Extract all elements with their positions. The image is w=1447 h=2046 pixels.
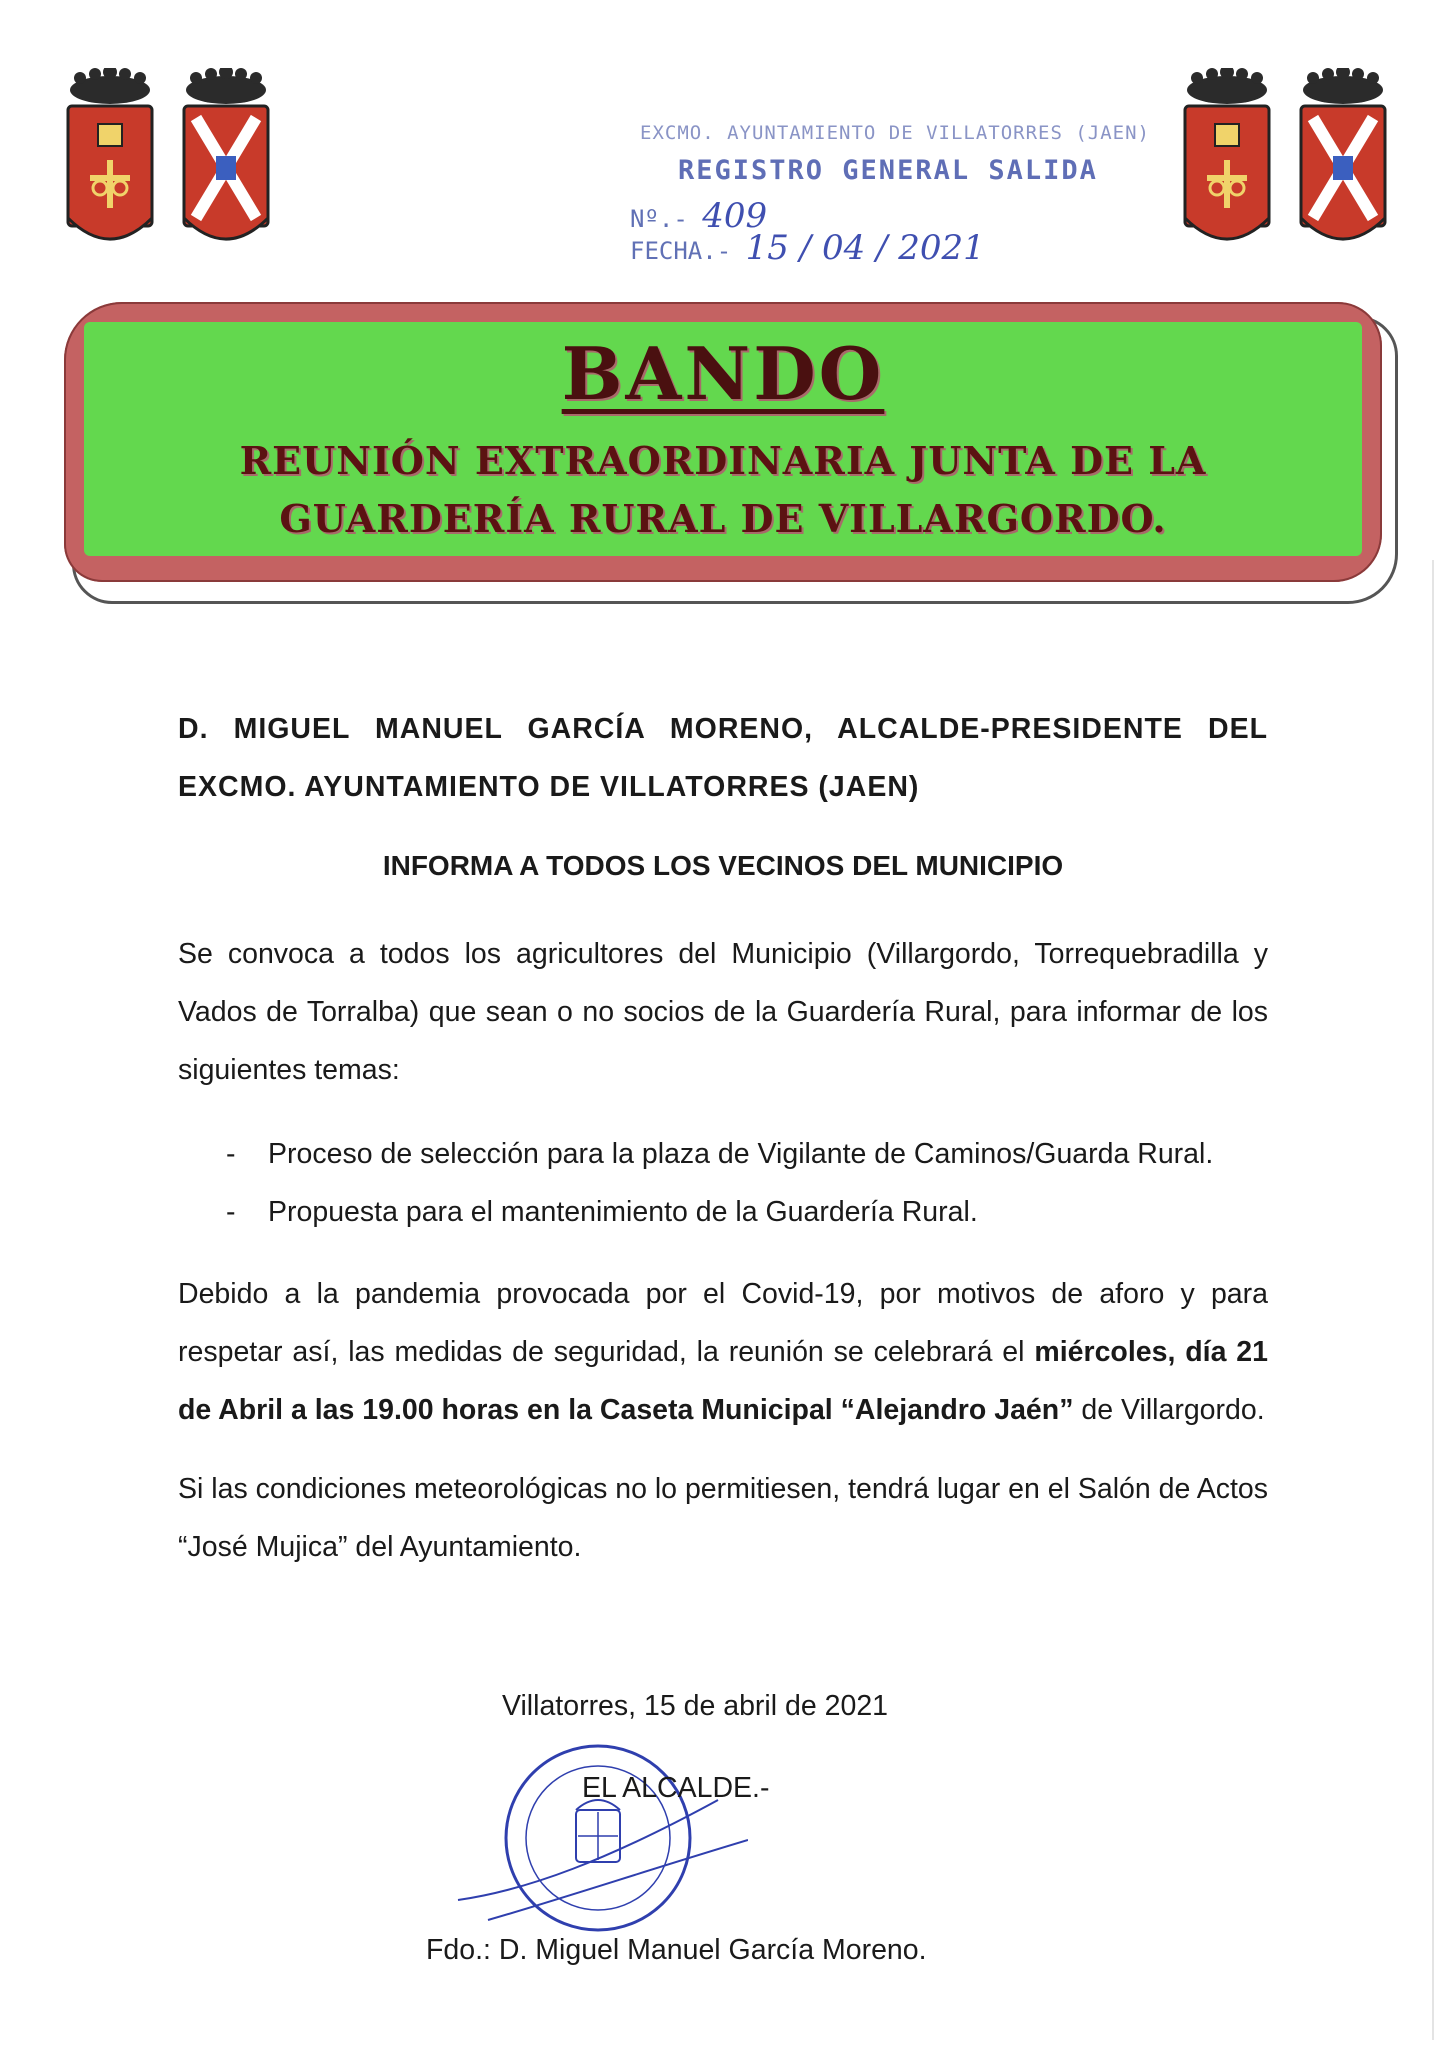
banner-title: BANDO bbox=[561, 330, 885, 416]
place-date: Villatorres, 15 de abril de 2021 bbox=[501, 1690, 889, 1722]
coat-of-arms-icon bbox=[176, 68, 276, 258]
registry-stamp bbox=[600, 60, 1150, 268]
stamp-number-label: Nº.- bbox=[630, 205, 688, 233]
stamp-number-value: 409 bbox=[702, 196, 768, 236]
stamp-date-row bbox=[630, 228, 985, 268]
official-seal-icon bbox=[448, 1740, 748, 1940]
meeting-text-start: Debido a la pandemia provocada por el Covid-19, por motivos de aforo y para respetar así, las medidas de seguridad, la reunión se celebrará el bbox=[178, 1278, 1268, 1368]
informa-heading: INFORMA A TODOS LOS VECINOS DEL MUNICIPIO bbox=[382, 850, 1064, 881]
signatory-role: EL ALCALDE.- bbox=[582, 1772, 770, 1804]
paragraph-convocatoria: Se convoca a todos los agricultores del Municipio (Villargordo, Torrequebradilla y Vados de Torralba) que sean o no socios de la Guardería Rural, para informar de los siguientes temas: bbox=[178, 938, 1268, 1086]
list-item: - Proceso de selección para la plaza de Vigilante de Caminos/Guarda Rural. bbox=[218, 1125, 1268, 1183]
stamp-issuer: EXCMO. AYUNTAMIENTO DE VILLATORRES (JAEN) bbox=[640, 122, 1150, 144]
page-edge-line bbox=[1432, 560, 1434, 2040]
meeting-date-place: miércoles, día 21 de Abril a las 19.00 horas en la Caseta Municipal “Alejandro Jaén” bbox=[178, 1336, 1268, 1426]
signatory-name: Fdo.: D. Miguel Manuel García Moreno. bbox=[426, 1934, 927, 1966]
paragraph-alternative-venue: Si las condiciones meteorológicas no lo permitiesen, tendrá lugar en el Salón de Actos “José Mujica” del Ayuntamiento. bbox=[178, 1473, 1268, 1563]
banner-subtitle-line2: GUARDERÍA RURAL DE VILLARGORDO. bbox=[279, 495, 1167, 541]
authority-heading: D. MIGUEL MANUEL GARCÍA MORENO, ALCALDE-PRESIDENTE DEL EXCMO. AYUNTAMIENTO DE VILLATORRES (JAEN) bbox=[178, 713, 1268, 803]
stamp-date-label: FECHA.- bbox=[630, 237, 732, 265]
stamp-date-value: 15 / 04 / 2021 bbox=[745, 228, 985, 268]
coat-of-arms-icon bbox=[60, 68, 160, 258]
banner-panel bbox=[84, 322, 1362, 556]
coat-of-arms-icon bbox=[1177, 68, 1277, 258]
stamp-title: REGISTRO GENERAL SALIDA bbox=[678, 155, 1098, 186]
topics-list bbox=[218, 1125, 1268, 1241]
meeting-text-end: de Villargordo. bbox=[1073, 1394, 1265, 1426]
coat-of-arms-icon bbox=[1293, 68, 1393, 258]
title-banner bbox=[64, 302, 1382, 582]
left-coats-of-arms bbox=[60, 68, 276, 258]
list-item: - Propuesta para el mantenimiento de la Guardería Rural. bbox=[218, 1183, 1268, 1241]
paragraph-meeting-details bbox=[178, 1265, 1268, 1439]
right-coats-of-arms bbox=[1177, 68, 1393, 258]
banner-subtitle-line1: REUNIÓN EXTRAORDINARIA JUNTA DE LA bbox=[239, 437, 1207, 483]
